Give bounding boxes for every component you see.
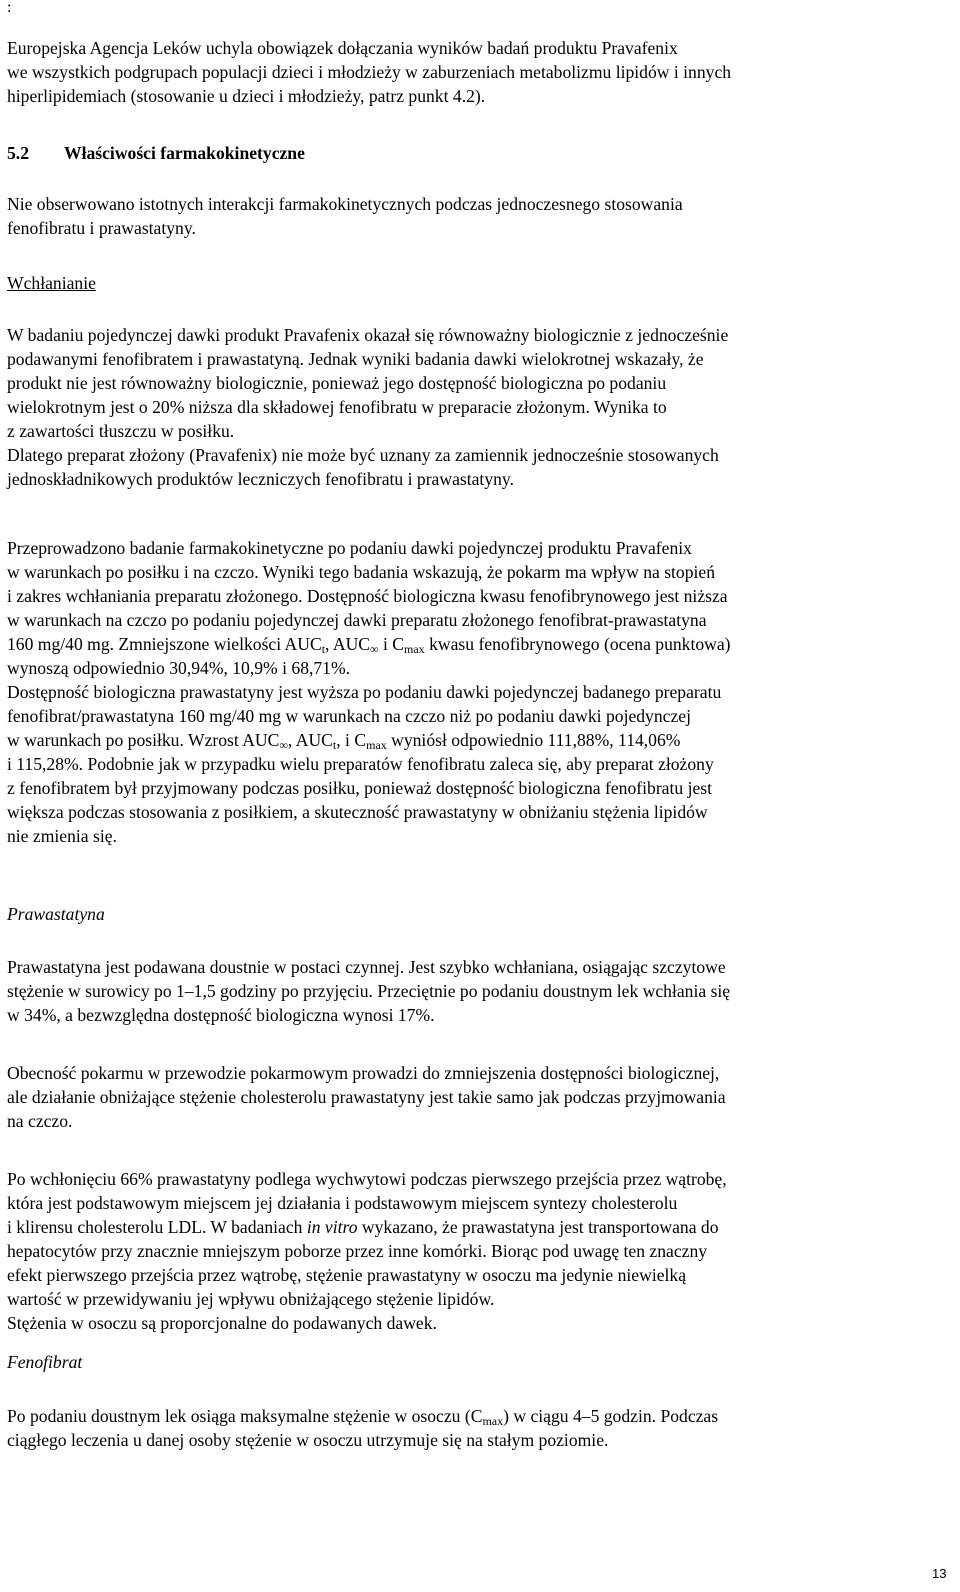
- absorption-heading: Wchłanianie: [7, 273, 96, 293]
- text-fragment: , AUC: [287, 730, 333, 750]
- text-line: Dostępność biologiczna prawastatyny jest wyższa po podaniu dawki pojedynczej badanego preparatu: [7, 682, 722, 702]
- text-fragment: ) w ciągu 4–5 godzin. Podczas: [503, 1406, 719, 1426]
- text-fragment: wykazano, że prawastatyna jest transportowana do: [357, 1217, 719, 1237]
- subscript: ∞: [279, 738, 288, 752]
- text-fragment-italic: in vitro: [306, 1217, 358, 1237]
- text-line: z fenofibratem był przyjmowany podczas posiłku, ponieważ dostępność biologiczna fenofibratu jest: [7, 778, 713, 798]
- text-line: nie zmienia się.: [7, 826, 117, 846]
- food-effect-paragraph: [7, 536, 731, 848]
- text-fragment: , i C: [336, 730, 367, 750]
- text-line: wielokrotnym jest o 20% niższa dla składowej fenofibratu w preparacie złożonym. Wynika to: [7, 397, 667, 417]
- text-line: ciągłego leczenia u danej osoby stężenie w osoczu utrzymuje się na stałym poziomie.: [7, 1430, 609, 1450]
- text-line: podawanymi fenofibratem i prawastatyną. Jednak wyniki badania dawki wielokrotnej wskazały, że: [7, 349, 704, 369]
- text-line: większa podczas stosowania z posiłkiem, a skuteczność prawastatyny w obniżaniu stężenia lipidów: [7, 802, 708, 822]
- text-line: i zakres wchłaniania preparatu złożonego. Dostępność biologiczna kwasu fenofibrynowego jest niższa: [7, 586, 728, 606]
- text-fragment: w warunkach po posiłku. Wzrost AUC: [7, 730, 280, 750]
- text-line: w warunkach po posiłku i na czczo. Wyniki tego badania wskazują, że pokarm ma wpływ na stopień: [7, 562, 716, 582]
- text-fragment: i klirensu cholesterolu LDL. W badaniach: [7, 1217, 307, 1237]
- interactions-paragraph: [7, 192, 683, 240]
- text-line: ale działanie obniżające stężenie cholesterolu prawastatyny jest takie samo jak podczas przyjmowania: [7, 1087, 726, 1107]
- text-fragment: i C: [378, 634, 405, 654]
- text-fragment: Po podaniu doustnym lek osiąga maksymalne stężenie w osoczu (C: [7, 1406, 483, 1426]
- fenofibrate-absorption-paragraph: [7, 1404, 718, 1452]
- section-title: Właściwości farmakokinetyczne: [64, 143, 305, 163]
- subscript: ∞: [370, 642, 379, 656]
- text-line: we wszystkich podgrupach populacji dzieci i młodzieży w zaburzeniach metabolizmu lipidów i innych: [7, 62, 732, 82]
- pravastatin-absorption-paragraph: [7, 955, 730, 1027]
- text-line: Przeprowadzono badanie farmakokinetyczne po podaniu dawki pojedynczej produktu Pravafenix: [7, 538, 692, 558]
- text-line: hiperlipidemiach (stosowanie u dzieci i młodzieży, patrz punkt 4.2).: [7, 86, 486, 106]
- text-line: hepatocytów przy znacznie mniejszym poborze przez inne komórki. Biorąc pod uwagę ten znaczny: [7, 1241, 708, 1261]
- subscript: t: [332, 738, 337, 752]
- text-line: i 115,28%. Podobnie jak w przypadku wielu preparatów fenofibratu zaleca się, aby preparat złożony: [7, 754, 714, 774]
- text-line: [7, 1404, 718, 1428]
- text-line: Dlatego preparat złożony (Pravafenix) nie może być uznany za zamiennik jednocześnie stosowanych: [7, 445, 719, 465]
- text-line: Prawastatyna jest podawana doustnie w postaci czynnej. Jest szybko wchłaniana, osiągając szczytowe: [7, 957, 726, 977]
- text-fragment: kwasu fenofibrynowego (ocena punktowa): [424, 634, 731, 654]
- subscript: max: [404, 642, 425, 656]
- text-line: wynoszą odpowiednio 30,94%, 10,9% i 68,71%.: [7, 658, 351, 678]
- text-line: [7, 1215, 727, 1239]
- text-line: jednoskładnikowych produktów leczniczych fenofibratu i prawastatyny.: [7, 469, 514, 489]
- page-number: 13: [932, 1566, 947, 1581]
- intro-paragraph: [7, 36, 731, 108]
- pravastatin-food-paragraph: [7, 1061, 726, 1133]
- pravastatin-distribution-paragraph: [7, 1167, 727, 1335]
- page-marker: :: [7, 0, 12, 16]
- text-line: [7, 728, 731, 752]
- text-line: Europejska Agencja Leków uchyla obowiązek dołączania wyników badań produktu Pravafenix: [7, 38, 678, 58]
- pravastatin-heading: Prawastatyna: [7, 904, 105, 924]
- subscript: max: [366, 738, 387, 752]
- text-line: W badaniu pojedynczej dawki produkt Pravafenix okazał się równoważny biologicznie z jednocześnie: [7, 325, 729, 345]
- text-line: fenofibrat/prawastatyna 160 mg/40 mg w warunkach na czczo niż po podaniu dawki pojedynczej: [7, 706, 691, 726]
- text-fragment: , AUC: [325, 634, 371, 654]
- text-line: Po wchłonięciu 66% prawastatyny podlega wychwytowi podczas pierwszego przejścia przez wątrobę,: [7, 1169, 727, 1189]
- text-line: Nie obserwowano istotnych interakcji farmakokinetycznych podczas jednoczesnego stosowania: [7, 194, 683, 214]
- text-line: Obecność pokarmu w przewodzie pokarmowym prowadzi do zmniejszenia dostępności biologicznej,: [7, 1063, 720, 1083]
- section-heading: [7, 141, 305, 165]
- text-line: z zawartości tłuszczu w posiłku.: [7, 421, 235, 441]
- text-line: w 34%, a bezwzględna dostępność biologiczna wynosi 17%.: [7, 1005, 435, 1025]
- text-line: na czczo.: [7, 1111, 73, 1131]
- text-line: [7, 632, 731, 656]
- absorption-paragraph: [7, 323, 728, 491]
- text-line: efekt pierwszego przejścia przez wątrobę, stężenie prawastatyny w osoczu ma jedynie niewielką: [7, 1265, 687, 1285]
- subscript: max: [482, 1414, 504, 1428]
- text-line: fenofibratu i prawastatyny.: [7, 218, 196, 238]
- subscript: t: [321, 642, 326, 656]
- text-line: wartość w przewidywaniu jej wpływu obniżającego stężenie lipidów.: [7, 1289, 495, 1309]
- text-fragment: wyniósł odpowiednio 111,88%, 114,06%: [386, 730, 681, 750]
- text-line: produkt nie jest równoważny biologicznie, ponieważ jego dostępność biologiczna po podaniu: [7, 373, 667, 393]
- text-line: która jest podstawowym miejscem jej działania i podstawowym miejscem syntezy cholesterolu: [7, 1193, 678, 1213]
- text-line: w warunkach na czczo po podaniu pojedynczej dawki preparatu złożonego fenofibrat-prawastatyna: [7, 610, 707, 630]
- text-line: Stężenia w osoczu są proporcjonalne do podawanych dawek.: [7, 1313, 437, 1333]
- section-number: 5.2: [7, 143, 29, 163]
- text-fragment: 160 mg/40 mg. Zmniejszone wielkości AUC: [7, 634, 322, 654]
- fenofibrate-heading: Fenofibrat: [7, 1352, 83, 1372]
- text-line: stężenie w surowicy po 1–1,5 godziny po przyjęciu. Przeciętnie po podaniu doustnym lek wchłania się: [7, 981, 731, 1001]
